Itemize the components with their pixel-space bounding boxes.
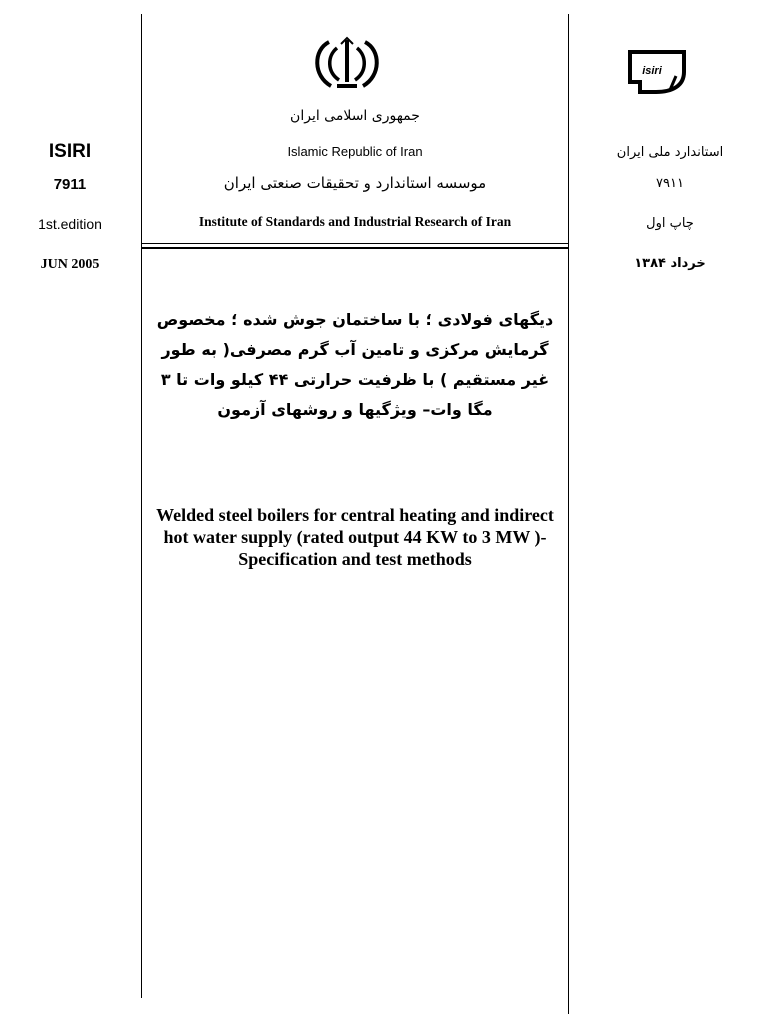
publication-date: JUN 2005 (40, 257, 100, 272)
header-rule-top (141, 243, 568, 244)
org-code: ISIRI (48, 141, 92, 162)
isiri-logo-text: isiri (642, 65, 662, 77)
iran-emblem-icon (307, 36, 387, 92)
standard-number-fa: ۷۹۱۱ (656, 176, 684, 191)
institute-name-fa: موسسه استاندارد و تحقیقات صنعتی ایران (223, 174, 487, 192)
right-divider (568, 14, 569, 1014)
header-rule-bottom (141, 247, 568, 249)
republic-name-fa: جمهوری اسلامی ایران (290, 108, 420, 124)
republic-name-en: Islamic Republic of Iran (287, 144, 423, 159)
edition-label: 1st.edition (38, 216, 102, 232)
standard-number: 7911 (53, 176, 87, 193)
document-title-fa: دیگهای فولادی ؛ با ساختمان جوش شده ؛ مخصوص گرمایش مرکزی و تامین آب گرم مصرفی( به طور غیر مستقیم ) با ظرفیت حرارتی ۴۴ کیلو وات تا ۳ مگا وات– ویژگیها و روشهای آزمون (156, 310, 554, 419)
publication-date-fa: خرداد ۱۳۸۴ (634, 256, 706, 271)
isiri-logo-icon (626, 48, 688, 96)
document-title-en: Welded steel boilers for central heating and indirect hot water supply (rated output 44 KW to 3 MW )-Specification and test methods (156, 505, 554, 569)
standard-label-fa: استاندارد ملی ایران (616, 145, 724, 160)
edition-label-fa: چاپ اول (646, 216, 694, 231)
institute-name-en: Institute of Standards and Industrial Research of Iran (198, 214, 512, 229)
